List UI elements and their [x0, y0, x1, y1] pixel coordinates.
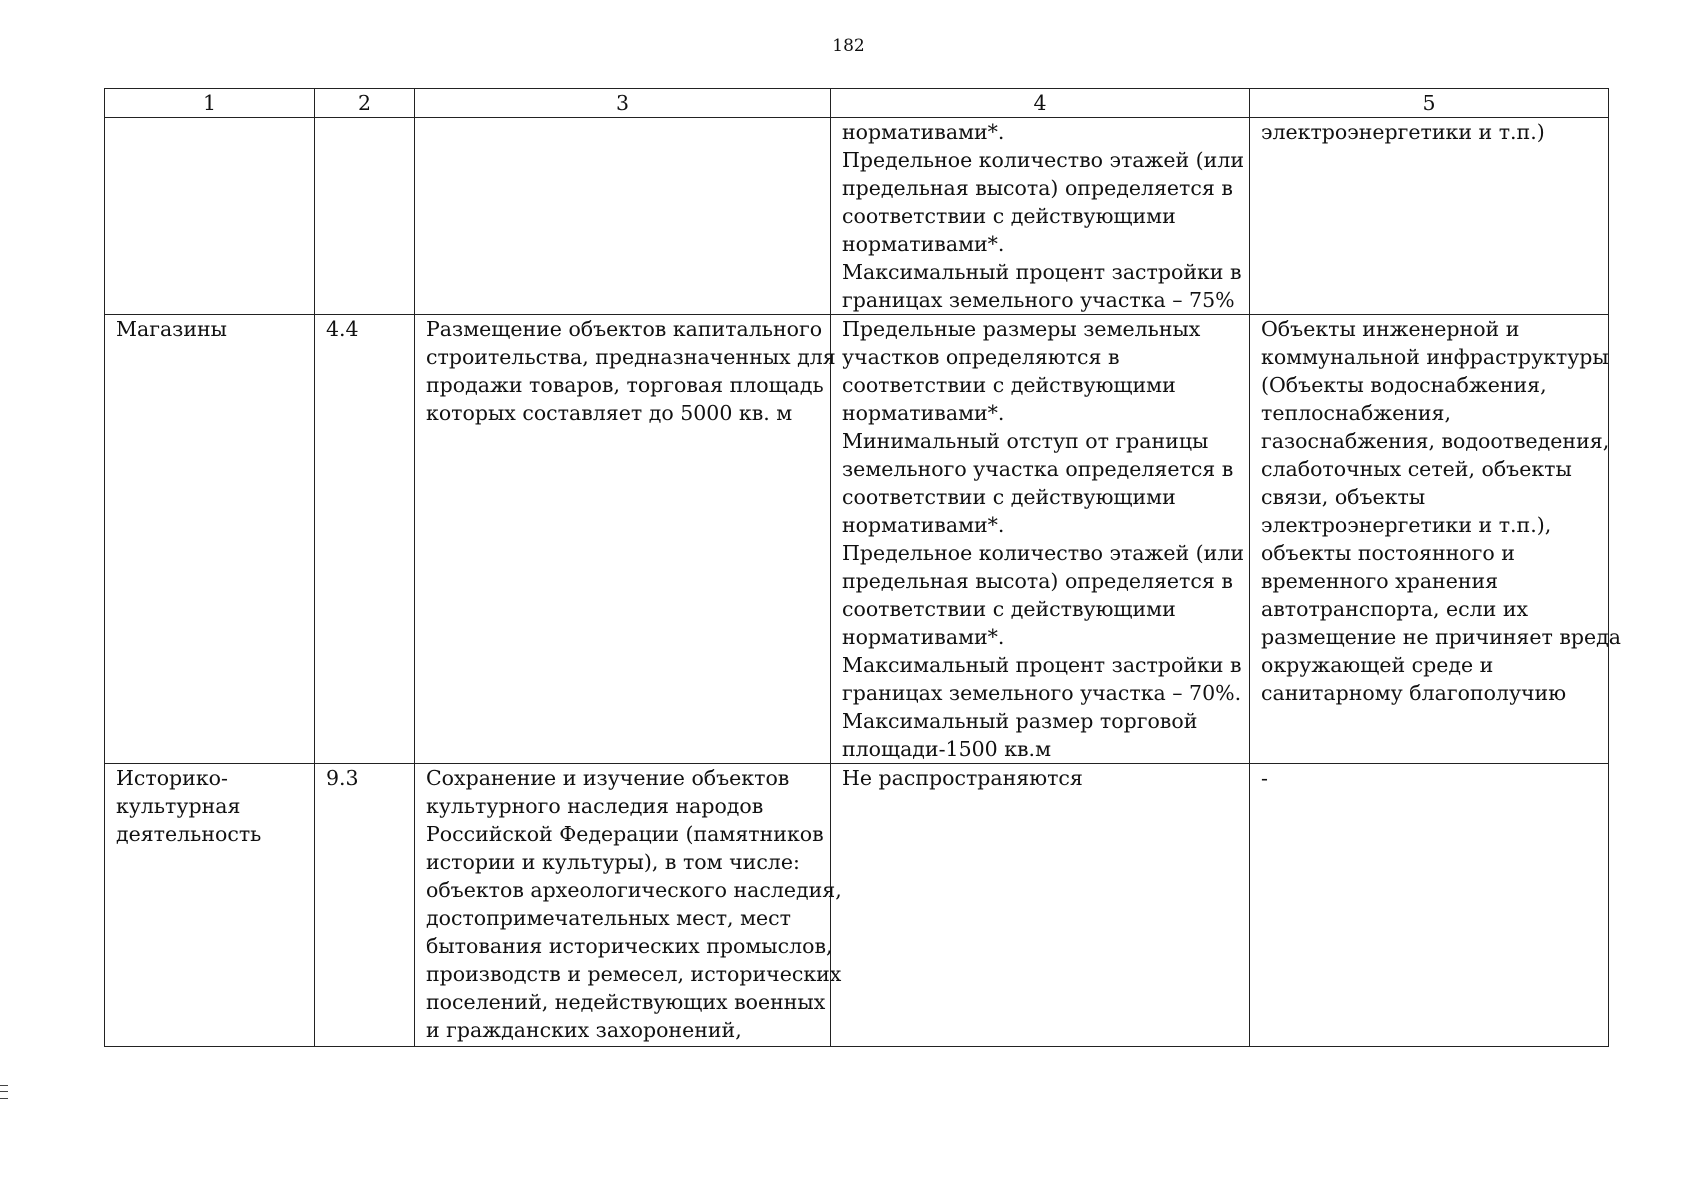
table-row [105, 764, 1609, 1047]
column-header-4: 4 [831, 89, 1250, 118]
column-header-3: 3 [415, 89, 831, 118]
cell-text-line: электроэнергетики и т.п.), [1261, 513, 1552, 537]
cell-text-line: Предельные размеры земельных [842, 317, 1201, 341]
cell-text-line: строительства, предназначенных для [426, 345, 836, 369]
cell-text-line: Магазины [116, 317, 227, 341]
cell-text-line: границах земельного участка – 75% [842, 288, 1235, 312]
cell-auxiliary-uses [1250, 315, 1621, 764]
cell-text-line: размещение не причиняет вреда [1261, 625, 1621, 649]
cell-text-line: слаботочных сетей, объекты [1261, 457, 1572, 481]
cell-use-name [105, 764, 315, 1047]
cell-text-line: газоснабжения, водоотведения, [1261, 429, 1610, 453]
cell-use-name [105, 315, 315, 764]
zoning-table [104, 88, 1621, 1047]
table-header-row [105, 89, 1609, 118]
cell-use-code [315, 118, 415, 315]
cell-text-line: объектов археологического наследия, [426, 878, 842, 902]
cell-text-line: соответствии с действующими [842, 485, 1176, 509]
cell-text-line: деятельность [116, 822, 262, 846]
cell-text-line: продажи товаров, торговая площадь [426, 373, 824, 397]
cell-text-line: объекты постоянного и [1261, 541, 1515, 565]
cell-text-line: окружающей среде и [1261, 653, 1494, 677]
cell-use-description [415, 315, 836, 764]
cell-text-line: Предельное количество этажей (или [842, 148, 1245, 172]
cell-use-code [315, 315, 415, 764]
cell-use-description [415, 118, 831, 315]
cell-text-line: временного хранения [1261, 569, 1499, 593]
cell-text-line: - [1261, 766, 1268, 790]
scan-edge-mark [0, 1085, 8, 1099]
cell-text-line: Максимальный размер торговой [842, 709, 1198, 733]
cell-parameters [831, 315, 1250, 764]
cell-text-line: бытования исторических промыслов, [426, 934, 833, 958]
column-header-1: 1 [105, 89, 315, 118]
cell-text-line: нормативами*. [842, 401, 1005, 425]
cell-auxiliary-uses [1250, 764, 1609, 1047]
cell-text-line: производств и ремесел, исторических [426, 962, 842, 986]
cell-text-line: Максимальный процент застройки в [842, 653, 1242, 677]
cell-text-line: участков определяются в [842, 345, 1120, 369]
cell-parameters [831, 118, 1250, 315]
cell-text-line: 9.3 [326, 766, 359, 790]
page-number: 182 [832, 36, 865, 56]
cell-text-line: соответствии с действующими [842, 204, 1176, 228]
cell-text-line: нормативами*. [842, 232, 1005, 256]
cell-use-description [415, 764, 842, 1047]
cell-text-line: 4.4 [326, 317, 359, 341]
cell-text-line: истории и культуры), в том числе: [426, 850, 800, 874]
cell-text-line: Предельное количество этажей (или [842, 541, 1245, 565]
cell-parameters [831, 764, 1250, 1047]
cell-text-line: электроэнергетики и т.п.) [1261, 120, 1545, 144]
cell-text-line: и гражданских захоронений, [426, 1018, 742, 1042]
cell-text-line: (Объекты водоснабжения, [1261, 373, 1547, 397]
cell-text-line: границах земельного участка – 70%. [842, 681, 1242, 705]
cell-text-line: Максимальный процент застройки в [842, 260, 1242, 284]
cell-text-line: Объекты инженерной и [1261, 317, 1520, 341]
cell-text-line: автотранспорта, если их [1261, 597, 1529, 621]
cell-text-line: культурная [116, 794, 241, 818]
cell-text-line: земельного участка определяется в [842, 457, 1234, 481]
column-header-5: 5 [1250, 89, 1609, 118]
cell-text-line: нормативами*. [842, 120, 1005, 144]
cell-text-line: Историко- [116, 766, 228, 790]
cell-use-name [105, 118, 315, 315]
cell-text-line: достопримечательных мест, мест [426, 906, 791, 930]
cell-text-line: соответствии с действующими [842, 373, 1176, 397]
cell-text-line: Размещение объектов капитального [426, 317, 823, 341]
cell-text-line: Сохранение и изучение объектов [426, 766, 790, 790]
cell-text-line: Не распространяются [842, 766, 1083, 790]
cell-text-line: Российской Федерации (памятников [426, 822, 824, 846]
table-row [105, 315, 1609, 764]
cell-text-line: Минимальный отступ от границы [842, 429, 1209, 453]
cell-text-line: теплоснабжения, [1261, 401, 1451, 425]
cell-text-line: нормативами*. [842, 625, 1005, 649]
cell-text-line: связи, объекты [1261, 485, 1426, 509]
cell-auxiliary-uses [1250, 118, 1609, 315]
cell-text-line: культурного наследия народов [426, 794, 764, 818]
cell-text-line: коммунальной инфраструктуры [1261, 345, 1609, 369]
cell-text-line: предельная высота) определяется в [842, 569, 1233, 593]
cell-use-code [315, 764, 415, 1047]
cell-text-line: соответствии с действующими [842, 597, 1176, 621]
table-row [105, 118, 1609, 315]
cell-text-line: санитарному благополучию [1261, 681, 1567, 705]
cell-text-line: которых составляет до 5000 кв. м [426, 401, 793, 425]
column-header-2: 2 [315, 89, 415, 118]
cell-text-line: площади-1500 кв.м [842, 737, 1052, 761]
cell-text-line: предельная высота) определяется в [842, 176, 1233, 200]
cell-text-line: поселений, недействующих военных [426, 990, 826, 1014]
cell-text-line: нормативами*. [842, 513, 1005, 537]
